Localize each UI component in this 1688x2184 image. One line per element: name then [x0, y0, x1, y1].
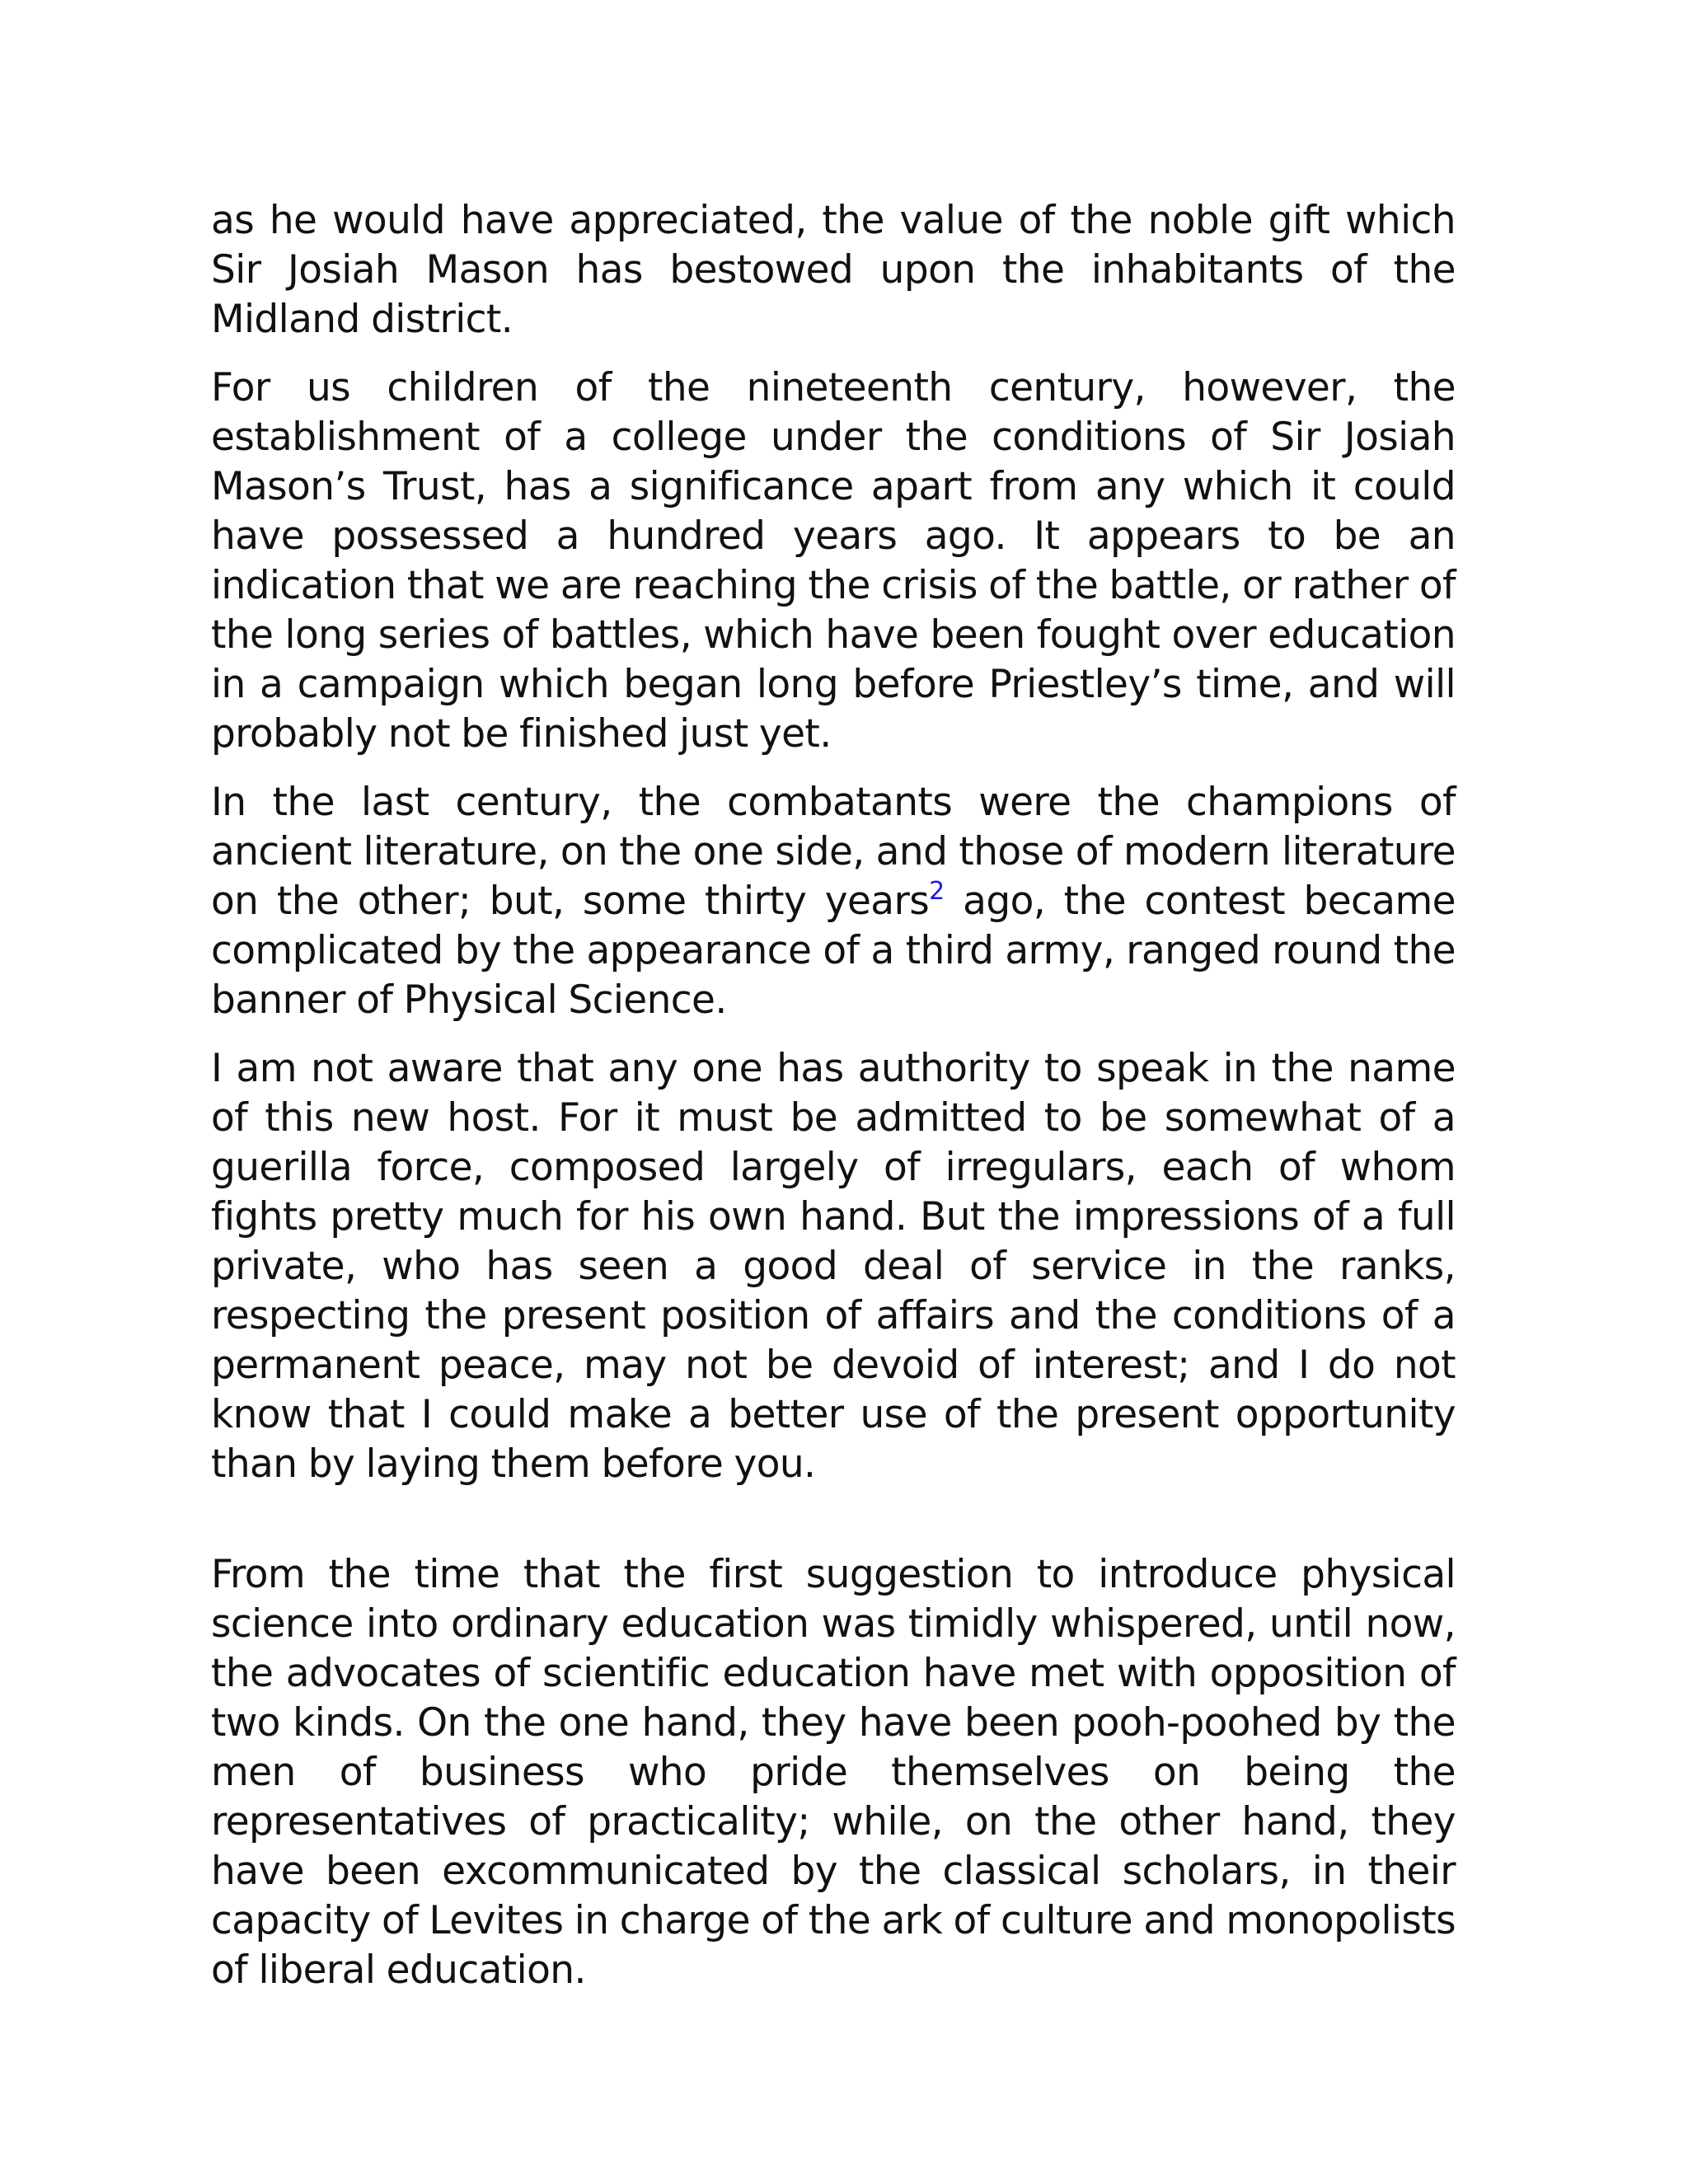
paragraph-1: as he would have appreciated, the value of the noble gift which Sir Josiah Mason has bestowed upon the inhabitants of the Midland district. [211, 198, 1456, 342]
paragraph-5: From the time that the first suggestion to introduce physical science into ordinary education was timidly whispered, until now, the advocates of scientific education have met with opposition of two kinds. On the one hand, they have been pooh-poohed by the men of business who pride themselves on being the representatives of practicality; while, on the other hand, they have been excommunicated by the classical scholars, in their capacity of Levites in charge of the ark of culture and monopolists of liberal education. [211, 1552, 1456, 1993]
paragraph-2: For us children of the nineteenth century, however, the establishment of a college under the conditions of Sir Josiah Mason’s Trust, has a significance apart from any which it could have possessed a hundred years ago. It appears to be an indication that we are reaching the crisis of the battle, or rather of the long series of battles, which have been fought over education in a campaign which began long before Priestley’s time, and will probably not be finished just yet. [211, 365, 1456, 757]
document-page [211, 196, 1456, 2014]
footnote-ref-link[interactable]: 2 [929, 877, 945, 906]
paragraph-3 [211, 778, 1456, 1025]
paragraph-3-before-ref: In the last century, the combatants were the champions of ancient literature, on the one side, and those of modern literature on the other; but, some thirty years [211, 780, 1456, 924]
paragraph-4: I am not aware that any one has authority to speak in the name of this new host. For it must be admitted to be somewhat of a guerilla force, composed largely of irregulars, each of whom fights pretty much for his own hand. But the impressions of a full private, who has seen a good deal of service in the ranks, respecting the present position of affairs and the conditions of a permanent peace, may not be devoid of interest; and I do not know that I could make a better use of the present opportunity than by laying them before you. [211, 1046, 1456, 1487]
paragraph-3-after-ref: ago, the contest became complicated by the appearance of a third army, ranged round the banner of Physical Science. [211, 879, 1456, 1023]
